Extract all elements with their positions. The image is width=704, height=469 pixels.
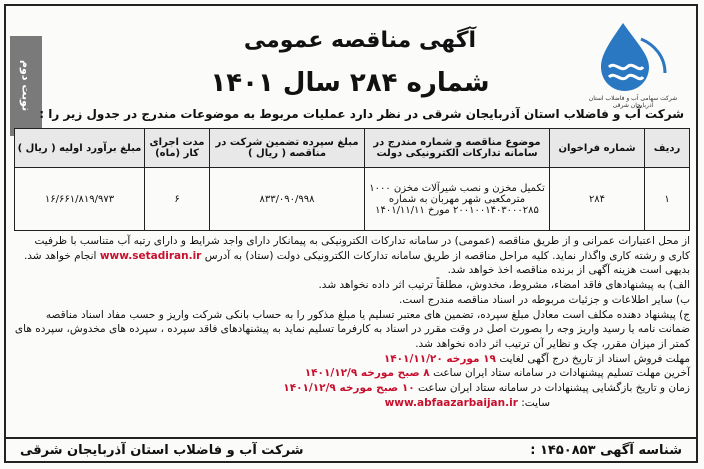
website-line	[14, 396, 690, 411]
cell-guarantee: ۸۳۳/۰۹۰/۹۹۸	[210, 168, 365, 231]
clause-c: ج) پیشنهاد دهنده مکلف است معادل مبلغ سپرده، تضمین های معتبر تسلیم یا مبلغ مذکور را به حساب بانکی شرکت واریز و حسب مفاد اسناد مناقصه ضمانت نامه یا رسید واریز وجه را بصورت اصل در وقت مقرر در اسناد به کارفرما تسلیم نماید به پیشنهادهای فاقد سپرده ، سپرده های مخدوش، سپرده های کمتر از میزان مقرر، چک و نظایر آن ترتیب اثر داده نخواهد شد.	[14, 308, 690, 350]
sale-deadline-date: ۱۹ مورخه ۱۴۰۱/۱۱/۲۰	[383, 352, 496, 365]
company-logo	[585, 15, 680, 109]
header-duration: مدت اجرای کار (ماه)	[145, 129, 210, 168]
website-link[interactable]: www.abfaazarbaijan.ir	[384, 396, 518, 409]
header-subject: موضوع مناقصه و شماره مندرج در سامانه تدارکات الکترونیکی دولت	[365, 129, 550, 168]
cell-subject: تکمیل مخزن و نصب شیرآلات مخزن ۱۰۰۰ مترمکعبی شهر مهربان به شماره ۲۰۰۱۰۰۱۴۰۳۰۰۰۲۸۵ مورخ ۱۴۰۱/۱۱/۱۱	[365, 168, 550, 231]
notice-body	[14, 234, 690, 410]
clause-b: ب) سایر اطلاعات و جزئیات مربوطه در اسناد مناقصه مندرج است.	[398, 293, 690, 306]
cell-call-number: ۲۸۴	[550, 168, 645, 231]
submission-deadline-date: ۸ صبح مورخه ۱۴۰۱/۱۲/۹	[304, 367, 430, 380]
opening-date-value: ۱۰ صبح مورخه ۱۴۰۱/۱۲/۹	[283, 382, 415, 395]
logo-caption: شرکت سهامی آب و فاضلاب استان آذربایجان شرقی	[588, 95, 678, 109]
tender-table	[14, 128, 690, 231]
footer-company: شرکت آب و فاضلاب استان آذربایجان شرقی	[20, 442, 304, 458]
header-row-number: ردیف	[645, 129, 690, 168]
opening-date	[14, 381, 690, 396]
cell-row-number: ۱	[645, 168, 690, 231]
header-estimate: مبلغ برآورد اولیه ( ریال )	[15, 129, 145, 168]
setadiran-link[interactable]: www.setadiran.ir	[99, 249, 202, 262]
clause-a: الف) به پیشنهادهای فاقد امضاء، مشروط، مخدوش، مطلقاً ترتیب اثر داده نخواهد شد.	[318, 279, 690, 292]
main-text-end: انجام خواهد شد. بدیهی است هزینه آگهی از برنده مناقصه اخذ خواهد شد.	[23, 249, 690, 277]
submission-deadline	[14, 366, 690, 381]
paragraph-main	[14, 234, 690, 278]
cell-estimate: ۱۶/۶۶۱/۸۱۹/۹۷۳	[15, 168, 145, 231]
cell-duration: ۶	[145, 168, 210, 231]
submission-deadline-label: آخرین مهلت تسلیم پیشنهادات در سامانه ستاد ایران ساعت	[433, 367, 690, 380]
header-call-number: شماره فراخوان	[550, 129, 645, 168]
main-text: از محل اعتبارات عمرانی و از طریق مناقصه (عمومی) در سامانه تدارکات الکترونیکی به پیمانکار دارای واجد شرایط و دارای رتبه آب متناسب با ظرفیت کاری و رشته کاری واگذار نماید. کلیه مراحل مناقصه از طریق سامانه تدارکات الکترونیکی دولت (ستاد) به آدرس	[34, 235, 690, 262]
notice-id: شناسه آگهی ۱۴۵۰۸۵۳ :	[530, 442, 682, 458]
table-header-row	[15, 129, 690, 168]
notice-number: شماره ۲۸۴ سال ۱۴۰۱	[210, 68, 490, 98]
publication-stamp: نوبت دوم	[10, 36, 42, 136]
opening-date-label: زمان و تاریخ بازگشایی پیشنهادات در سامانه ستاد ایران ساعت	[418, 382, 690, 395]
intro-text: شرکت آب و فاضلاب استان آذربایجان شرقی در نظر دارد عملیات مربوط به موضوعات مندرج در جدول زیر را :	[39, 107, 684, 121]
notice-title: آگهی مناقصه عمومی	[243, 28, 477, 53]
sale-deadline	[14, 352, 690, 367]
table-row	[15, 168, 690, 231]
website-label: سایت:	[521, 396, 550, 409]
header-guarantee: مبلغ سپرده تضمین شرکت در مناقصه ( ریال )	[210, 129, 365, 168]
sale-deadline-label: مهلت فروش اسناد از تاریخ درج آگهی لغایت	[499, 352, 690, 365]
notice-footer	[6, 437, 696, 461]
